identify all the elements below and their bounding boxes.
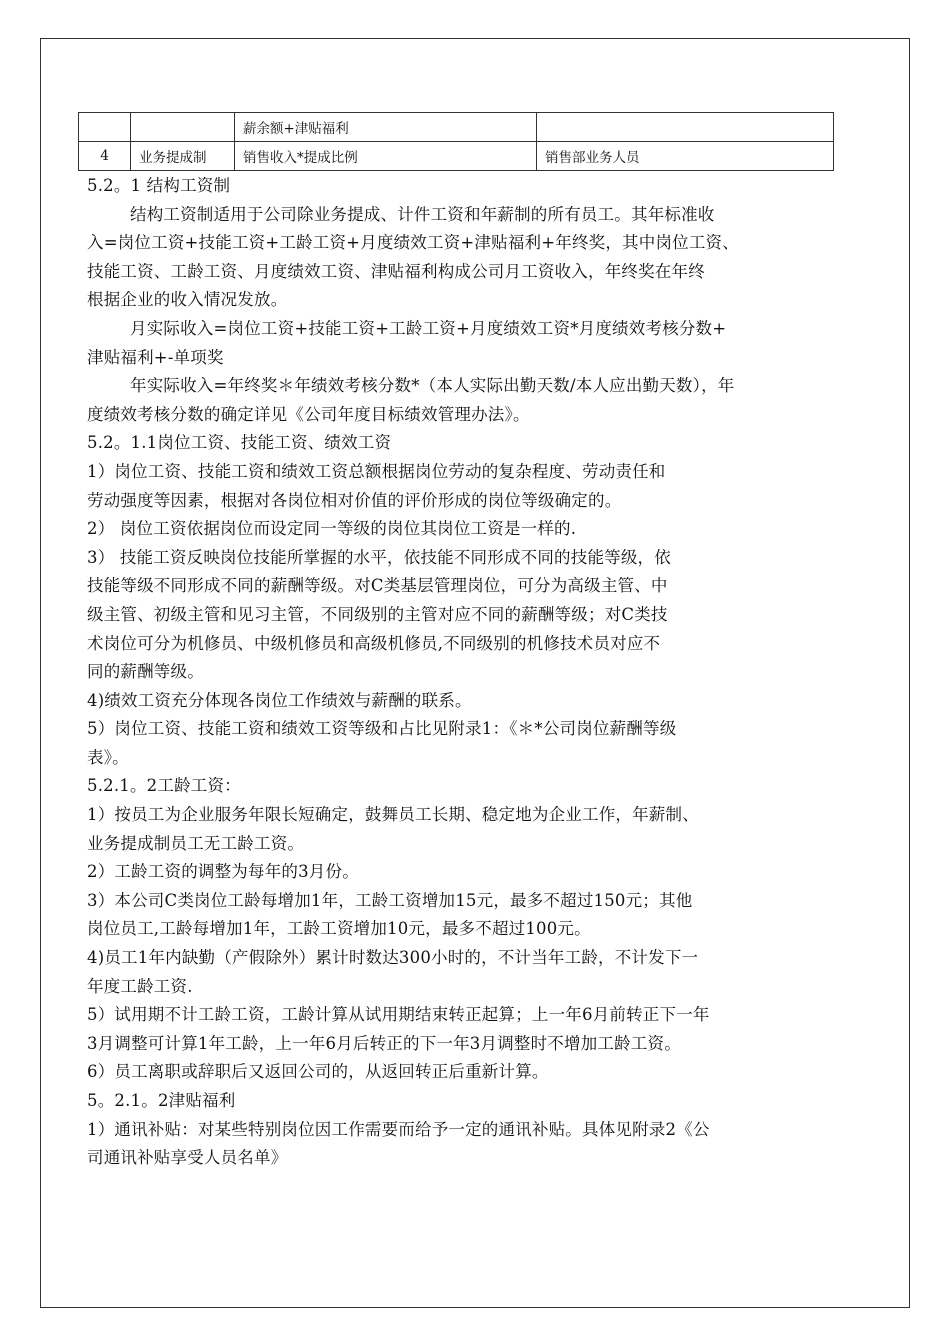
cell-scope: 销售部业务人员 — [537, 142, 834, 171]
document-body — [87, 172, 867, 1173]
table-row — [79, 142, 834, 171]
text-line: 4)员工1年内缺勤（产假除外）累计时数达300小时的，不计当年工龄，不计发下一 — [87, 948, 699, 968]
cell-formula: 薪余额+津贴福利 — [235, 113, 537, 142]
cell-no — [79, 113, 131, 142]
text-line: 业务提成制员工无工龄工资。 — [87, 833, 305, 853]
text-line: 月实际收入=岗位工资+技能工资+工龄工资+月度绩效工资*月度绩效考核分数+ — [130, 318, 727, 338]
cell-scope — [537, 113, 834, 142]
salary-type-table — [78, 112, 834, 171]
text-line: 津贴福利+-单项奖 — [87, 347, 224, 367]
text-line: 1）按员工为企业服务年限长短确定，鼓舞员工长期、稳定地为企业工作，年薪制、 — [87, 805, 699, 825]
text-line: 技能等级不同形成不同的薪酬等级。对C类基层管理岗位，可分为高级主管、中 — [87, 576, 668, 596]
text-line: 5.2。1 结构工资制 — [87, 176, 231, 195]
text-line: 年度工龄工资. — [87, 976, 193, 996]
cell-type — [131, 113, 235, 142]
table-row — [79, 113, 834, 142]
text-line: 1）岗位工资、技能工资和绩效工资总额根据岗位劳动的复杂程度、劳动责任和 — [87, 461, 666, 481]
text-line: 年实际收入=年终奖＊年绩效考核分数*（本人实际出勤天数/本人应出勤天数），年 — [130, 376, 735, 396]
text-line: 3月调整可计算1年工龄，上一年6月后转正的下一年3月调整时不增加工龄工资。 — [87, 1033, 681, 1053]
text-line: 4)绩效工资充分体现各岗位工作绩效与薪酬的联系。 — [87, 690, 472, 710]
text-line: 5。2.1。2津贴福利 — [87, 1091, 236, 1110]
text-line: 5）试用期不计工龄工资，工龄计算从试用期结束转正起算；上一年6月前转正下一年 — [87, 1005, 710, 1025]
text-line: 术岗位可分为机修员、中级机修员和高级机修员,不同级别的机修技术员对应不 — [87, 633, 661, 653]
text-line: 同的薪酬等级。 — [87, 662, 204, 682]
text-line: 3） 技能工资反映岗位技能所掌握的水平，依技能不同形成不同的技能等级，依 — [87, 547, 671, 567]
text-line: 5）岗位工资、技能工资和绩效工资等级和占比见附录1：《＊*公司岗位薪酬等级 — [87, 719, 677, 739]
text-line: 5.2.1。2工龄工资： — [87, 776, 241, 796]
text-line: 技能工资、工龄工资、月度绩效工资、津贴福利构成公司月工资收入，年终奖在年终 — [87, 261, 705, 281]
cell-type: 业务提成制 — [131, 142, 235, 171]
text-line: 3）本公司C类岗位工龄每增加1年，工龄工资增加15元，最多不超过150元；其他 — [87, 890, 693, 910]
text-line: 结构工资制适用于公司除业务提成、计件工资和年薪制的所有员工。其年标准收 — [130, 204, 715, 224]
text-line: 2） 岗位工资依据岗位而设定同一等级的岗位其岗位工资是一样的. — [87, 519, 577, 539]
text-line: 表》。 — [87, 747, 129, 767]
cell-formula: 销售收入*提成比例 — [235, 142, 537, 171]
text-line: 司通讯补贴享受人员名单》 — [87, 1148, 288, 1168]
text-line: 1）通讯补贴：对某些特别岗位因工作需要而给予一定的通讯补贴。具体见附录2《公 — [87, 1119, 710, 1139]
text-line: 6）员工离职或辞职后又返回公司的，从返回转正后重新计算。 — [87, 1062, 549, 1082]
text-line: 根据企业的收入情况发放。 — [87, 290, 288, 310]
text-line: 度绩效考核分数的确定详见《公司年度目标绩效管理办法》。 — [87, 404, 530, 424]
text-line: 入=岗位工资+技能工资+工龄工资+月度绩效工资+津贴福利+年终奖，其中岗位工资、 — [87, 233, 739, 253]
text-line: 5.2。1.1岗位工资、技能工资、绩效工资 — [87, 433, 392, 453]
cell-no: 4 — [79, 142, 131, 171]
text-line: 岗位员工,工龄每增加1年，工龄工资增加10元，最多不超过100元。 — [87, 919, 591, 939]
text-line: 级主管、初级主管和见习主管，不同级别的主管对应不同的薪酬等级；对C类技 — [87, 604, 668, 624]
text-line: 2）工龄工资的调整为每年的3月份。 — [87, 862, 359, 882]
text-line: 劳动强度等因素，根据对各岗位相对价值的评价形成的岗位等级确定的。 — [87, 490, 622, 510]
